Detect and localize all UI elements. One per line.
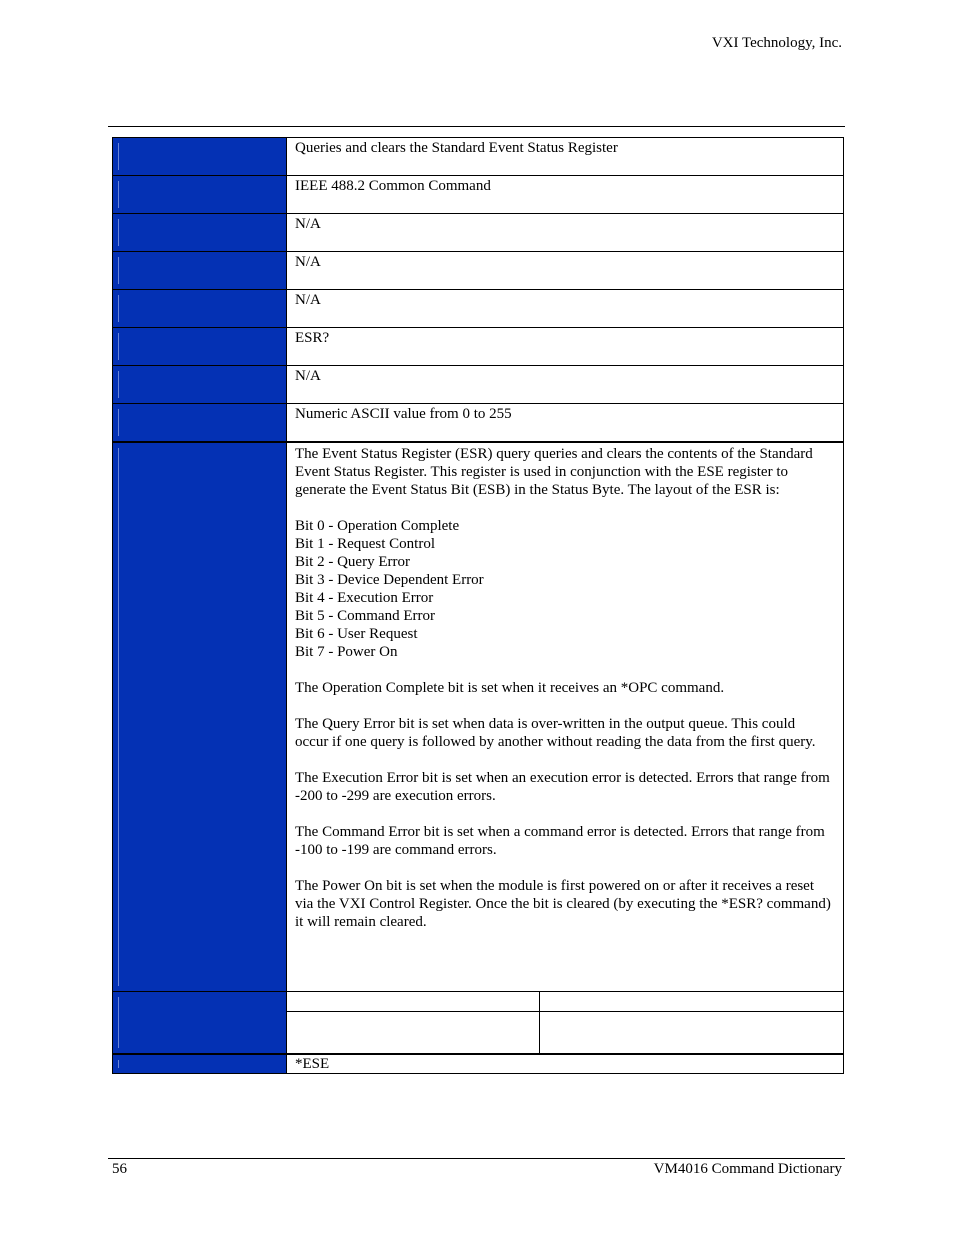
row-value: ESR? (295, 330, 330, 346)
examples-cell (540, 1012, 843, 1053)
footer-page-number: 56 (112, 1161, 127, 1177)
command-table (112, 137, 844, 1074)
table-row (113, 289, 843, 327)
row-label-band (113, 252, 287, 289)
row-value: N/A (295, 254, 321, 270)
examples-cell (287, 992, 540, 1011)
table-row (113, 365, 843, 403)
row-label-band (113, 992, 287, 1053)
row-label-band (113, 328, 287, 365)
row-label-band (113, 404, 287, 441)
table-row-syntax (113, 327, 843, 365)
row-value: N/A (295, 368, 321, 384)
footer-document-title: VM4016 Command Dictionary (653, 1161, 842, 1177)
row-label-band (113, 366, 287, 403)
table-row (113, 213, 843, 251)
table-row-examples (113, 991, 843, 1053)
row-label-band (113, 176, 287, 213)
related-commands: *ESE (295, 1056, 330, 1072)
row-label-band (113, 138, 287, 175)
table-row (113, 251, 843, 289)
header-rule (108, 126, 845, 127)
examples-header-row (287, 992, 843, 1012)
table-row-type (113, 175, 843, 213)
footer-rule (108, 1158, 845, 1159)
examples-cell (540, 992, 843, 1011)
description-text: The Event Status Register (ESR) query queries and clears the contents of the Standard Event Status Register. This register is used in conjunction with the ESE register to generate the Event Status Bit (ESB) in the Status Byte. The layout of the ESR is: Bit 0 - Operation Complete Bit 1 - Request Control Bit 2 - Query Error Bit 3 - Device Dependent Error Bit 4 - Execution Error Bit 5 - Command Error Bit 6 - User Request Bit 7 - Power On The Operation Complete bit is set when it receives an *OPC command. The Query Error bit is set when data is over-written in the output queue. This could occur if one query is followed by another without reading the data from the first query. The Execution Error bit is set when an execution error is detected. Errors that range from -200 to -299 are execution errors. The Command Error bit is set when a command error is detected. Errors that range from -100 to -199 are command errors. The Power On bit is set when the module is first powered on or after it receives a reset via the VXI Control Register. Once the bit is cleared (by executing the *ESR? command) it will remain cleared. (295, 446, 831, 930)
table-row-related (113, 1053, 843, 1073)
header-company-name: VXI Technology, Inc. (711, 35, 842, 51)
examples-grid (287, 992, 843, 1053)
table-row-description (113, 441, 843, 991)
row-value: Numeric ASCII value from 0 to 255 (295, 406, 512, 422)
row-label-band (113, 1055, 287, 1073)
row-label-band (113, 443, 287, 991)
row-value: IEEE 488.2 Common Command (295, 178, 491, 194)
row-value: N/A (295, 216, 321, 232)
table-row-purpose (113, 138, 843, 175)
examples-body-row (287, 1012, 843, 1053)
row-value: N/A (295, 292, 321, 308)
row-label-band (113, 290, 287, 327)
row-label-band (113, 214, 287, 251)
examples-cell (287, 1012, 540, 1053)
table-row-response (113, 403, 843, 441)
row-value: Queries and clears the Standard Event Status Register (295, 140, 618, 156)
